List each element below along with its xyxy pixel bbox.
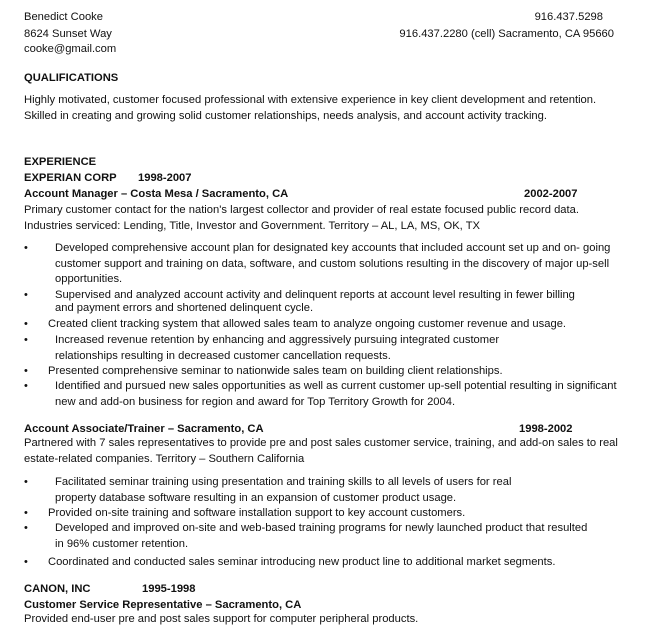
bullet-icon: • (24, 556, 28, 568)
list-item-text: Created client tracking system that allowed sales team to analyze ongoing customer revenue and usage. (48, 318, 567, 330)
list-item (24, 364, 628, 379)
bullet-icon: • (24, 318, 28, 330)
list-item-text: Coordinated and conducted sales seminar introducing new product line to additional market segments. (48, 556, 556, 568)
bullet-icon: • (24, 365, 28, 377)
company-name: CANON, INC (24, 583, 91, 595)
contact-cell-location: 916.437.2280 (cell) Sacramento, CA 95660 (399, 28, 614, 40)
list-item-text: Provided on-site training and software installation support to key account customers. (48, 507, 466, 519)
contact-email: cooke@gmail.com (24, 43, 117, 55)
list-item (24, 317, 628, 332)
role-title: Account Manager – Costa Mesa / Sacramento, CA (24, 188, 289, 200)
list-item (24, 506, 628, 521)
qualifications-text: Highly motivated, customer focused professional with extensive experience in key client development and retention. Skilled in creating and growing solid customer relationships, needs analysis, and account activity tracking. (24, 94, 597, 122)
role-title: Customer Service Representative – Sacramento, CA (24, 599, 302, 611)
contact-phone: 916.437.5298 (534, 11, 603, 23)
list-item (24, 289, 628, 317)
bullet-icon: • (24, 334, 28, 346)
list-item-text: Facilitated seminar training using presentation and training skills to all levels of users for real property database software resulting in an expansion of customer product usage. (55, 476, 512, 504)
contact-address: 8624 Sunset Way (24, 28, 112, 40)
list-item (24, 475, 628, 506)
list-item (24, 555, 628, 570)
list-item (24, 333, 628, 364)
role-years: 2002-2007 (524, 188, 578, 200)
contact-name: Benedict Cooke (24, 11, 103, 23)
bullet-icon: • (24, 507, 28, 519)
role-bullet-list (24, 475, 628, 570)
list-item (24, 521, 628, 554)
bullet-icon: • (24, 476, 28, 488)
list-item-text: Supervised and analyzed account activity and delinquent reports at account level resulting in fewer billing and payment errors and shortened delinquent cycle. (55, 289, 575, 314)
role-summary: Partnered with 7 sales representatives to provide pre and post sales customer service, training, and add-on sales to real estate-related companies. Territory – Southern California (24, 437, 618, 465)
list-item-text: Presented comprehensive seminar to nationwide sales team on building client relationships. (48, 365, 503, 377)
role-years: 1998-2002 (519, 423, 573, 435)
role-title: Account Associate/Trainer – Sacramento, CA (24, 423, 264, 435)
list-item (24, 379, 628, 410)
company-years: 1998-2007 (138, 172, 192, 184)
bullet-icon: • (24, 242, 28, 254)
list-item (24, 241, 628, 288)
bullet-icon: • (24, 289, 28, 301)
role-bullet-list (24, 241, 628, 410)
experience-heading: EXPERIENCE (24, 156, 97, 168)
list-item-text: Identified and pursued new sales opportunities as well as current customer up-sell potential resulting in significant new and add-on business for region and award for Top Territory Growth for 2004. (55, 380, 617, 408)
company-name: EXPERIAN CORP (24, 172, 117, 184)
bullet-icon: • (24, 522, 28, 534)
role-summary: Provided end-user pre and post sales support for computer peripheral products. (24, 613, 419, 625)
list-item-text: Increased revenue retention by enhancing and aggressively pursuing integrated customer relationships resulting in decreased customer cancellation requests. (55, 334, 500, 362)
company-years: 1995-1998 (142, 583, 196, 595)
bullet-icon: • (24, 380, 28, 392)
list-item-text: Developed and improved on-site and web-based training programs for newly launched product that resulted in 96% customer retention. (55, 522, 588, 550)
role-summary: Primary customer contact for the nation's largest collector and provider of real estate focused public record data. Industries serviced: Lending, Title, Investor and Government. Territory – AL, LA, MS, OK, TX (24, 204, 579, 232)
list-item-text: Developed comprehensive account plan for designated key accounts that included account set up and on- going customer support and training on data, software, and custom solutions resulting in the discovery of major up-sell opportunities. (55, 242, 611, 285)
qualifications-heading: QUALIFICATIONS (24, 72, 119, 84)
